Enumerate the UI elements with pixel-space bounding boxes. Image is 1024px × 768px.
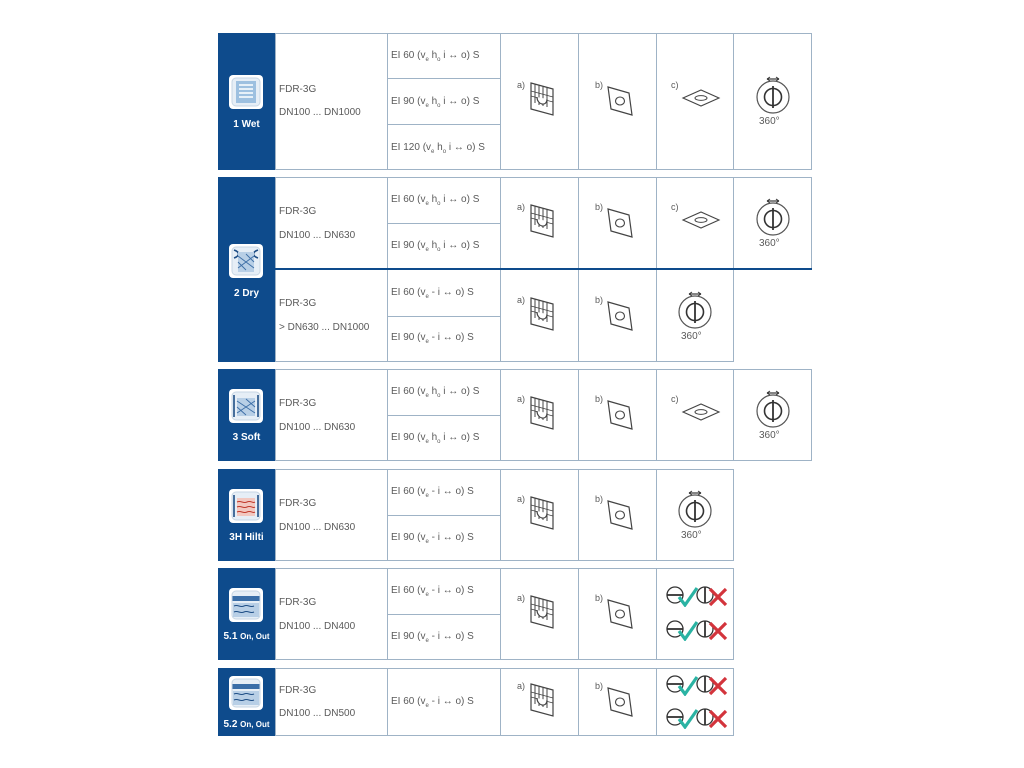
install-c-cell — [657, 369, 734, 461]
soft-system-icon — [229, 389, 263, 423]
product-size: DN100 ... DN630 — [279, 230, 356, 241]
rotation-icon — [675, 489, 715, 529]
rotation-cell — [657, 270, 734, 362]
wall-installation-icon — [527, 395, 557, 431]
rating-text: EI 60 ($v_e$ - i ↔ o) S — [391, 287, 474, 300]
install-a-cell — [501, 33, 579, 170]
install-label: a) — [517, 681, 526, 691]
rotation-icon — [753, 75, 793, 115]
rating-divider — [388, 124, 501, 125]
dry-system-icon — [229, 244, 263, 278]
plate-installation-icon — [605, 596, 635, 632]
category-label: 3H Hilti — [229, 532, 264, 543]
product-name: FDR-3G — [279, 298, 317, 309]
install-b-cell — [579, 469, 657, 561]
rotation-label: 360° — [681, 530, 702, 541]
install-label: a) — [517, 494, 526, 504]
install-a-cell — [501, 469, 579, 561]
install-label: a) — [517, 80, 526, 90]
row-5-2 — [218, 668, 734, 736]
rotation-cell — [734, 177, 812, 270]
horizontal-axis-allowed-icon — [665, 619, 699, 641]
install-label: b) — [595, 202, 604, 212]
install-label: b) — [595, 295, 604, 305]
product-cell — [275, 668, 388, 736]
product-cell — [275, 369, 388, 461]
rating-text: EI 60 ($v_e$ $h_o$ i ↔ o) S — [391, 194, 480, 207]
row-1-wet — [218, 33, 812, 170]
category-label: 1 Wet — [233, 119, 260, 130]
product-name: FDR-3G — [279, 206, 317, 217]
wall-installation-icon — [527, 81, 557, 117]
rotation-label: 360° — [759, 116, 780, 127]
floor-installation-icon — [681, 208, 721, 230]
install-b-cell — [579, 369, 657, 461]
product-cell — [275, 469, 388, 561]
product-cell — [275, 270, 388, 362]
install-label: c) — [671, 202, 679, 212]
rotation-label: 360° — [759, 238, 780, 249]
wall-installation-icon — [527, 203, 557, 239]
floor-installation-icon — [681, 400, 721, 422]
plate-installation-icon — [605, 397, 635, 433]
horizontal-axis-allowed-icon — [665, 674, 699, 696]
install-label: a) — [517, 394, 526, 404]
rating-text: EI 90 ($v_e$ - i ↔ o) S — [391, 532, 474, 545]
install-c-cell — [657, 33, 734, 170]
rotation-icon — [753, 197, 793, 237]
install-label: a) — [517, 202, 526, 212]
category-label: 2 Dry — [233, 288, 259, 299]
wet-system-icon — [229, 75, 263, 109]
plate-installation-icon — [605, 298, 635, 334]
wall-installation-icon — [527, 495, 557, 531]
rating-divider — [388, 415, 501, 416]
rating-divider — [388, 223, 501, 224]
rating-divider — [388, 316, 501, 317]
rotation-label: 360° — [759, 430, 780, 441]
wall-installation-icon — [527, 594, 557, 630]
horizontal-axis-allowed-icon — [665, 585, 699, 607]
vertical-axis-not-allowed-icon — [695, 585, 729, 607]
rating-cell — [388, 33, 501, 170]
row-3h-hilti — [218, 469, 734, 561]
install-b-cell — [579, 270, 657, 362]
install-a-cell — [501, 177, 579, 270]
product-name: FDR-3G — [279, 597, 317, 608]
category-block — [218, 568, 275, 660]
plate-installation-icon — [605, 684, 635, 720]
install-label: c) — [671, 394, 679, 404]
wall-installation-icon — [527, 296, 557, 332]
install-label: a) — [517, 593, 526, 603]
plate-installation-icon — [605, 83, 635, 119]
on-wall-system-icon — [229, 676, 263, 710]
category-label: 5.1 On, Out — [223, 631, 270, 642]
vertical-axis-not-allowed-icon — [695, 674, 729, 696]
install-c-cell — [657, 177, 734, 270]
product-cell — [275, 33, 388, 170]
orientation-cell — [657, 568, 734, 660]
install-label: b) — [595, 593, 604, 603]
plate-installation-icon — [605, 205, 635, 241]
product-size: DN100 ... DN1000 — [279, 107, 361, 118]
product-size: > DN630 ... DN1000 — [279, 322, 370, 333]
product-cell — [275, 177, 388, 270]
product-name: FDR-3G — [279, 685, 317, 696]
install-a-cell — [501, 568, 579, 660]
vertical-axis-not-allowed-icon — [695, 707, 729, 729]
floor-installation-icon — [681, 86, 721, 108]
product-name: FDR-3G — [279, 84, 317, 95]
rating-text: EI 90 ($v_e$ - i ↔ o) S — [391, 631, 474, 644]
install-label: a) — [517, 295, 526, 305]
rating-text: EI 90 ($v_e$ $h_o$ i ↔ o) S — [391, 96, 480, 109]
install-label: b) — [595, 394, 604, 404]
category-label: 5.2 On, Out — [223, 719, 270, 730]
row-3-soft — [218, 369, 812, 461]
rating-divider — [388, 614, 501, 615]
rating-text: EI 60 ($v_e$ - i ↔ o) S — [391, 486, 474, 499]
row-5-1 — [218, 568, 734, 660]
wall-installation-icon — [527, 682, 557, 718]
install-b-cell — [579, 33, 657, 170]
rating-text: EI 90 ($v_e$ - i ↔ o) S — [391, 332, 474, 345]
product-size: DN100 ... DN500 — [279, 708, 356, 719]
install-b-cell — [579, 568, 657, 660]
hilti-system-icon — [229, 489, 263, 523]
install-a-cell — [501, 369, 579, 461]
rating-text: EI 60 ($v_e$ $h_o$ i ↔ o) S — [391, 50, 480, 63]
rotation-label: 360° — [681, 331, 702, 342]
product-size: DN100 ... DN630 — [279, 422, 356, 433]
install-b-cell — [579, 177, 657, 270]
rating-text: EI 60 ($v_e$ - i ↔ o) S — [391, 696, 474, 709]
rating-divider — [388, 78, 501, 79]
category-block — [218, 469, 275, 561]
rating-text: EI 60 ($v_e$ - i ↔ o) S — [391, 585, 474, 598]
rotation-cell — [734, 369, 812, 461]
product-name: FDR-3G — [279, 398, 317, 409]
install-label: b) — [595, 80, 604, 90]
rating-divider — [388, 515, 501, 516]
rating-cell — [388, 668, 501, 736]
category-block — [218, 33, 275, 170]
rotation-cell — [657, 469, 734, 561]
rating-text: EI 90 ($v_e$ $h_o$ i ↔ o) S — [391, 432, 480, 445]
row-2-dry — [218, 177, 812, 362]
category-block — [218, 177, 275, 362]
rotation-icon — [675, 290, 715, 330]
product-size: DN100 ... DN400 — [279, 621, 356, 632]
rating-text: EI 90 ($v_e$ $h_o$ i ↔ o) S — [391, 240, 480, 253]
rating-text: EI 120 ($v_e$ $h_o$ i ↔ o) S — [391, 142, 485, 155]
category-block — [218, 668, 275, 736]
install-a-cell — [501, 668, 579, 736]
install-b-cell — [579, 668, 657, 736]
install-label: b) — [595, 494, 604, 504]
rating-text: EI 60 ($v_e$ $h_o$ i ↔ o) S — [391, 386, 480, 399]
install-label: b) — [595, 681, 604, 691]
rotation-cell — [734, 33, 812, 170]
on-wall-system-icon — [229, 588, 263, 622]
plate-installation-icon — [605, 497, 635, 533]
install-a-cell — [501, 270, 579, 362]
product-name: FDR-3G — [279, 498, 317, 509]
product-size: DN100 ... DN630 — [279, 522, 356, 533]
category-block — [218, 369, 275, 461]
category-label: 3 Soft — [232, 432, 261, 443]
vertical-axis-not-allowed-icon — [695, 619, 729, 641]
horizontal-axis-allowed-icon — [665, 707, 699, 729]
product-cell — [275, 568, 388, 660]
rotation-icon — [753, 389, 793, 429]
orientation-cell — [657, 668, 734, 736]
install-label: c) — [671, 80, 679, 90]
